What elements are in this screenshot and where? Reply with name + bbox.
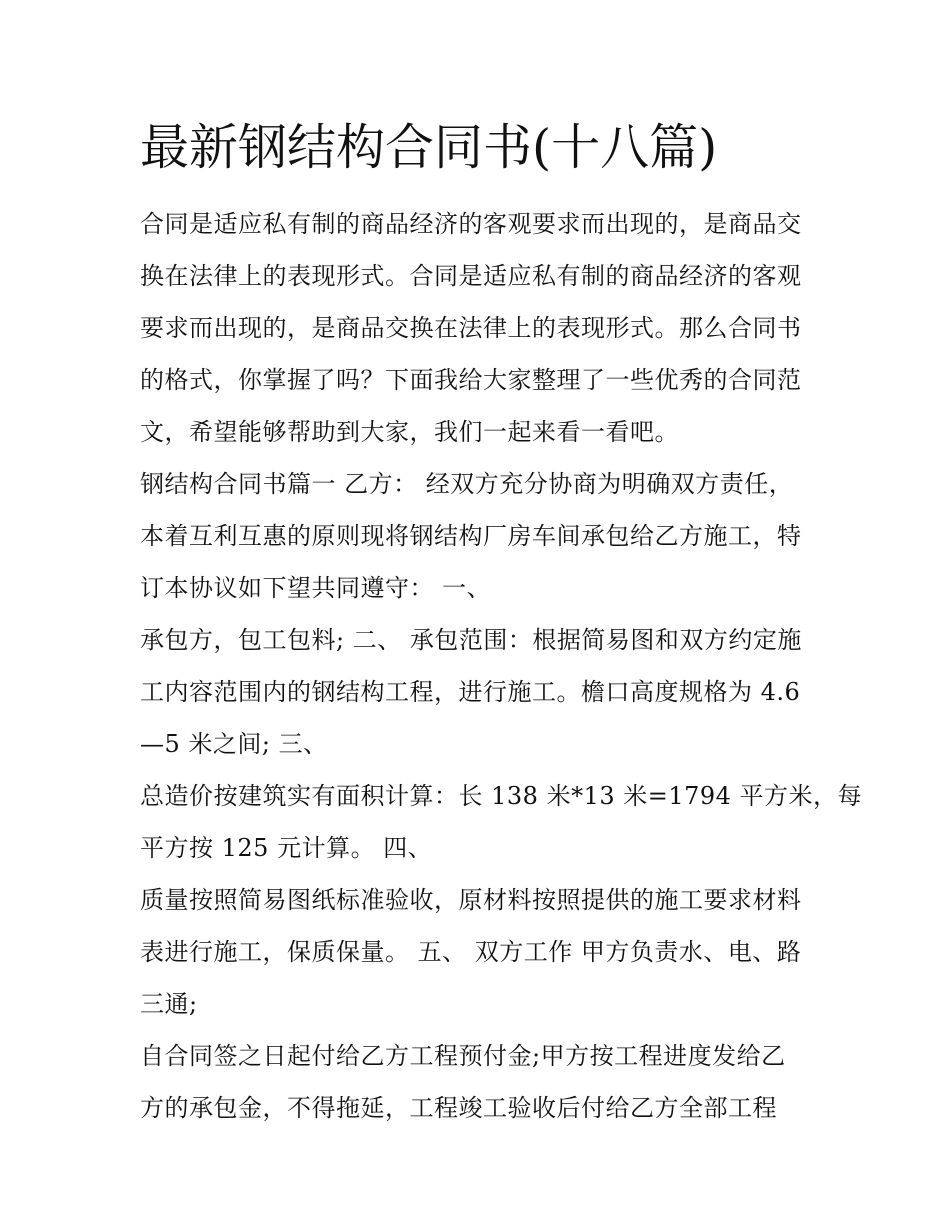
text-line: 的格式，你掌握了吗？下面我给大家整理了一些优秀的合同范 (140, 366, 802, 394)
text-line: 换在法律上的表现形式。合同是适应私有制的商品经济的客观 (140, 262, 802, 290)
text-line: —5 米之间; 三、 (140, 730, 328, 758)
document-title: 最新钢结构合同书(十八篇) (140, 119, 718, 176)
document-body (140, 202, 863, 1138)
text-line: 方的承包金，不得拖延，工程竣工验收后付给乙方全部工程 (140, 1094, 777, 1122)
paragraph-payment (140, 1034, 830, 1138)
text-line: 表进行施工，保质保量。 五、 双方工作 甲方负责水、电、路 (140, 938, 802, 966)
text-line: 文，希望能够帮助到大家，我们一起来看一看吧。 (140, 418, 679, 446)
text-line: 合同是适应私有制的商品经济的客观要求而出现的，是商品交 (140, 210, 802, 238)
text-line: 质量按照简易图纸标准验收，原材料按照提供的施工要求材料 (140, 886, 802, 914)
paragraph-intro (140, 202, 830, 462)
text-line: 订本协议如下望共同遵守： 一、 (140, 574, 492, 602)
paragraph-contract-one (140, 462, 830, 618)
text-line: 三通; (140, 990, 198, 1018)
text-line: 自合同签之日起付给乙方工程预付金;甲方按工程进度发给乙 (140, 1042, 786, 1070)
paragraph-quality (140, 878, 830, 1034)
text-line: 钢结构合同书篇一 乙方： 经双方充分协商为明确双方责任， (140, 470, 794, 498)
text-line: 要求而出现的，是商品交换在法律上的表现形式。那么合同书 (140, 314, 802, 342)
text-line: 承包方，包工包料; 二、 承包范围：根据简易图和双方约定施 (140, 626, 802, 654)
text-line: 工内容范围内的钢结构工程，进行施工。檐口高度规格为 4.6 (140, 678, 801, 706)
text-line: 本着互利互惠的原则现将钢结构厂房车间承包给乙方施工，特 (140, 522, 802, 550)
paragraph-scope (140, 618, 830, 774)
text-line: 总造价按建筑实有面积计算：长 138 米*13 米=1794 平方米，每 (140, 782, 863, 810)
paragraph-price (140, 774, 863, 878)
text-line: 平方按 125 元计算。 四、 (140, 834, 433, 862)
